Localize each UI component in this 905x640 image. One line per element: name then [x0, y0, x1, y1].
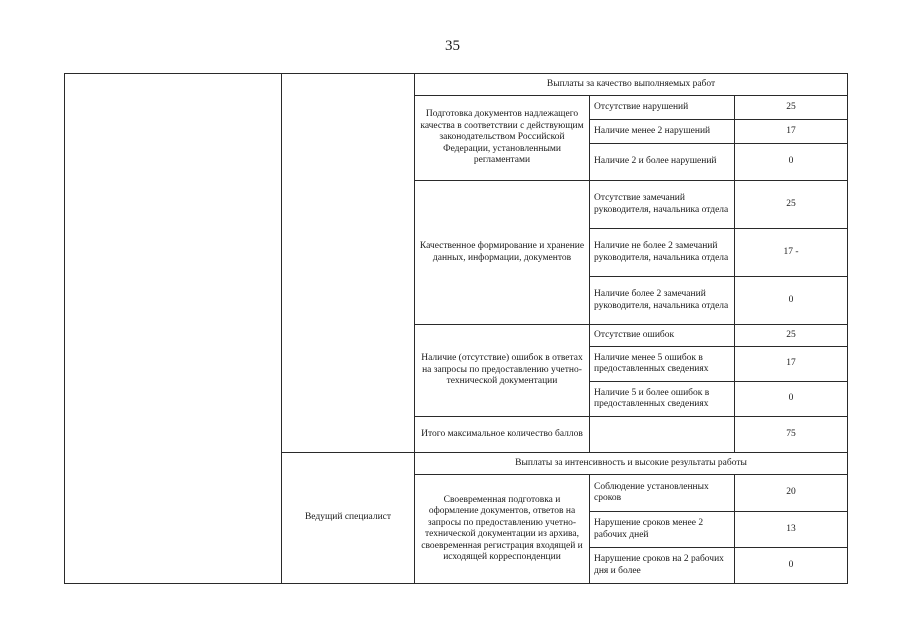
total-label-cell: Итого максимальное количество баллов [415, 417, 590, 453]
points-cell: 17 [735, 347, 848, 382]
criterion-cell: Наличие (отсутствие) ошибок в ответах на запросы по предоставлению учетно-технической документации [415, 325, 590, 417]
condition-cell: Отсутствие ошибок [590, 325, 735, 347]
total-points-cell: 75 [735, 417, 848, 453]
criterion-cell: Подготовка документов надлежащего качества в соответствии с действующим законодательством Российской Федерации, установленными регламентами [415, 96, 590, 181]
condition-cell: Отсутствие замечаний руководителя, начальника отдела [590, 181, 735, 229]
condition-cell: Наличие не более 2 замечаний руководителя, начальника отдела [590, 229, 735, 277]
table-row [65, 74, 848, 96]
condition-cell: Наличие 2 и более нарушений [590, 144, 735, 181]
condition-cell: Наличие менее 2 нарушений [590, 120, 735, 144]
total-empty-cell [590, 417, 735, 453]
points-cell: 17 - [735, 229, 848, 277]
criterion-cell: Качественное формирование и хранение данных, информации, документов [415, 181, 590, 325]
condition-cell: Нарушение сроков менее 2 рабочих дней [590, 512, 735, 548]
section-title: Выплаты за интенсивность и высокие результаты работы [415, 453, 848, 475]
points-cell: 0 [735, 277, 848, 325]
page-number: 35 [445, 38, 460, 54]
points-cell: 25 [735, 181, 848, 229]
condition-cell: Наличие менее 5 ошибок в предоставленных сведениях [590, 347, 735, 382]
blank-column-cell [65, 74, 282, 584]
payments-table [64, 73, 848, 584]
condition-cell: Соблюдение установленных сроков [590, 475, 735, 512]
points-cell: 13 [735, 512, 848, 548]
points-cell: 20 [735, 475, 848, 512]
points-cell: 0 [735, 144, 848, 181]
condition-cell: Наличие 5 и более ошибок в предоставленных сведениях [590, 382, 735, 417]
position-title-cell: Ведущий специалист [282, 453, 415, 584]
points-cell: 0 [735, 382, 848, 417]
blank-position-cell [282, 74, 415, 453]
condition-cell: Наличие более 2 замечаний руководителя, начальника отдела [590, 277, 735, 325]
points-cell: 17 [735, 120, 848, 144]
points-cell: 25 [735, 96, 848, 120]
points-cell: 25 [735, 325, 848, 347]
points-cell: 0 [735, 548, 848, 584]
criterion-cell: Своевременная подготовка и оформление документов, ответов на запросы по предоставлению учетно-технической документации из архива, своевременная регистрация входящей и исходящей корреспонденции [415, 475, 590, 584]
section-title: Выплаты за качество выполняемых работ [415, 74, 848, 96]
condition-cell: Отсутствие нарушений [590, 96, 735, 120]
condition-cell: Нарушение сроков на 2 рабочих дня и более [590, 548, 735, 584]
